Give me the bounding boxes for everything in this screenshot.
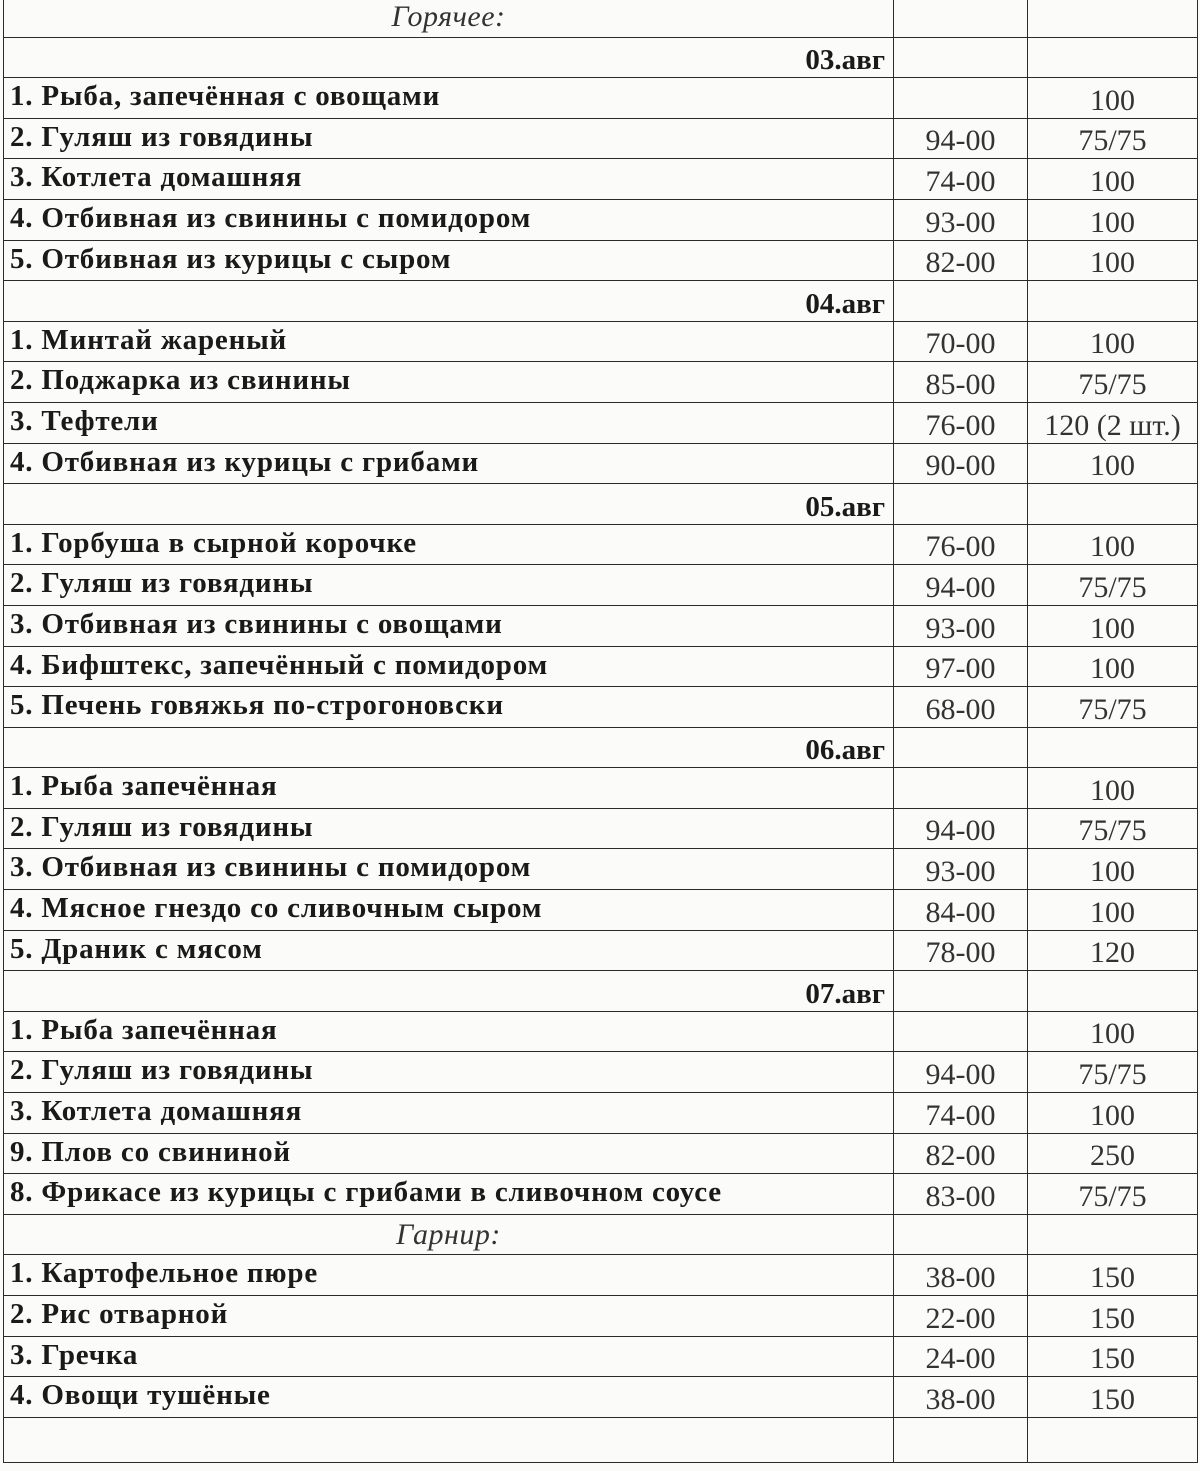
dish-name: 4. Мясное гнездо со сливочным сыром: [4, 890, 894, 931]
dish-weight: 100: [1028, 524, 1198, 565]
date-row: [4, 971, 1198, 1012]
dish-price: 82-00: [894, 1133, 1028, 1174]
dish-price: 82-00: [894, 240, 1028, 281]
empty-price-cell: [894, 484, 1028, 525]
dish-name: 2. Рис отварной: [4, 1296, 894, 1337]
dish-name: 3. Котлета домашняя: [4, 159, 894, 200]
dish-weight: 150: [1028, 1296, 1198, 1337]
dish-weight: 75/75: [1028, 687, 1198, 728]
empty-weight-cell: [1028, 1214, 1198, 1255]
dish-weight: 250: [1028, 1133, 1198, 1174]
dish-weight: 100: [1028, 199, 1198, 240]
dish-price: 94-00: [894, 808, 1028, 849]
dish-price: 93-00: [894, 199, 1028, 240]
menu-item-row: [4, 849, 1198, 890]
dish-weight: 100: [1028, 1011, 1198, 1052]
menu-item-row: [4, 605, 1198, 646]
empty-name-cell: [4, 1417, 894, 1462]
dish-price: 24-00: [894, 1336, 1028, 1377]
menu-item-row: [4, 240, 1198, 281]
dish-price: 93-00: [894, 849, 1028, 890]
dish-name: 3. Гречка: [4, 1336, 894, 1377]
date-label: 03.авг: [4, 37, 894, 78]
dish-price: 90-00: [894, 443, 1028, 484]
dish-price: 38-00: [894, 1377, 1028, 1418]
menu-item-row: [4, 565, 1198, 606]
dish-name: 1. Рыба, запечённая с овощами: [4, 78, 894, 119]
dish-name: 2. Гуляш из говядины: [4, 1052, 894, 1093]
empty-weight-cell: [1028, 727, 1198, 768]
menu-item-row: [4, 199, 1198, 240]
dish-weight: 100: [1028, 646, 1198, 687]
menu-item-row: [4, 768, 1198, 809]
dish-price: 78-00: [894, 930, 1028, 971]
date-row: [4, 727, 1198, 768]
section-header-row: [4, 1214, 1198, 1255]
empty-price-cell: [894, 1214, 1028, 1255]
dish-weight: 100: [1028, 849, 1198, 890]
menu-item-row: [4, 930, 1198, 971]
menu-item-row: [4, 362, 1198, 403]
dish-name: 3. Отбивная из свинины с помидором: [4, 849, 894, 890]
dish-price: 76-00: [894, 524, 1028, 565]
dish-weight: 100: [1028, 890, 1198, 931]
empty-price-cell: [894, 971, 1028, 1012]
dish-price: 38-00: [894, 1255, 1028, 1296]
dish-name: 1. Рыба запечённая: [4, 1011, 894, 1052]
section-header-row: [4, 0, 1198, 37]
menu-item-row: [4, 646, 1198, 687]
menu-item-row: [4, 321, 1198, 362]
empty-weight-cell: [1028, 281, 1198, 322]
dish-name: 2. Гуляш из говядины: [4, 565, 894, 606]
dish-price: 94-00: [894, 1052, 1028, 1093]
menu-item-row: [4, 443, 1198, 484]
menu-item-row: [4, 1011, 1198, 1052]
dish-name: 5. Отбивная из курицы с сыром: [4, 240, 894, 281]
menu-item-row: [4, 1174, 1198, 1215]
menu-item-row: [4, 159, 1198, 200]
menu-item-row: [4, 1296, 1198, 1337]
dish-weight: 75/75: [1028, 565, 1198, 606]
dish-price: 84-00: [894, 890, 1028, 931]
dish-weight: 100: [1028, 321, 1198, 362]
menu-item-row: [4, 1336, 1198, 1377]
date-row: [4, 484, 1198, 525]
dish-price: 22-00: [894, 1296, 1028, 1337]
dish-weight: 75/75: [1028, 1052, 1198, 1093]
dish-name: 4. Овощи тушёные: [4, 1377, 894, 1418]
dish-price: 68-00: [894, 687, 1028, 728]
dish-name: 4. Отбивная из свинины с помидором: [4, 199, 894, 240]
dish-name: 5. Драник с мясом: [4, 930, 894, 971]
dish-name: 2. Гуляш из говядины: [4, 808, 894, 849]
dish-name: 1. Рыба запечённая: [4, 768, 894, 809]
dish-price: 76-00: [894, 402, 1028, 443]
dish-name: 3. Отбивная из свинины с овощами: [4, 605, 894, 646]
dish-name: 2. Гуляш из говядины: [4, 118, 894, 159]
blank-row: [4, 1417, 1198, 1462]
dish-price: 85-00: [894, 362, 1028, 403]
dish-name: 3. Котлета домашняя: [4, 1093, 894, 1134]
menu-item-row: [4, 1093, 1198, 1134]
dish-price: 94-00: [894, 565, 1028, 606]
dish-price: [894, 768, 1028, 809]
dish-price: 97-00: [894, 646, 1028, 687]
dish-price: 94-00: [894, 118, 1028, 159]
dish-weight: 75/75: [1028, 118, 1198, 159]
empty-price-cell: [894, 281, 1028, 322]
menu-item-row: [4, 808, 1198, 849]
menu-item-row: [4, 118, 1198, 159]
dish-weight: 100: [1028, 443, 1198, 484]
dish-weight: 150: [1028, 1255, 1198, 1296]
empty-weight-cell: [1028, 484, 1198, 525]
menu-item-row: [4, 78, 1198, 119]
dish-name: 9. Плов со свининой: [4, 1133, 894, 1174]
menu-item-row: [4, 1133, 1198, 1174]
dish-weight: 100: [1028, 159, 1198, 200]
dish-price: 74-00: [894, 1093, 1028, 1134]
menu-item-row: [4, 1255, 1198, 1296]
menu-item-row: [4, 402, 1198, 443]
dish-name: 3. Тефтели: [4, 402, 894, 443]
empty-price-cell: [894, 727, 1028, 768]
date-row: [4, 37, 1198, 78]
dish-name: 2. Поджарка из свинины: [4, 362, 894, 403]
dish-weight: 150: [1028, 1377, 1198, 1418]
dish-price: 74-00: [894, 159, 1028, 200]
dish-weight: 100: [1028, 768, 1198, 809]
dish-name: 1. Минтай жареный: [4, 321, 894, 362]
empty-price-cell: [894, 1417, 1028, 1462]
empty-price-cell: [894, 0, 1028, 37]
menu-item-row: [4, 1377, 1198, 1418]
date-label: 04.авг: [4, 281, 894, 322]
dish-price: 70-00: [894, 321, 1028, 362]
dish-weight: 75/75: [1028, 808, 1198, 849]
dish-weight: 100: [1028, 78, 1198, 119]
empty-weight-cell: [1028, 971, 1198, 1012]
menu-item-row: [4, 524, 1198, 565]
section-title: Гарнир:: [4, 1214, 894, 1255]
section-title: Горячее:: [4, 0, 894, 37]
menu-item-row: [4, 1052, 1198, 1093]
empty-weight-cell: [1028, 0, 1198, 37]
dish-weight: 75/75: [1028, 362, 1198, 403]
date-label: 07.авг: [4, 971, 894, 1012]
dish-price: 83-00: [894, 1174, 1028, 1215]
dish-name: 4. Бифштекс, запечённый с помидором: [4, 646, 894, 687]
dish-name: 4. Отбивная из курицы с грибами: [4, 443, 894, 484]
dish-weight: 120 (2 шт.): [1028, 402, 1198, 443]
dish-name: 1. Картофельное пюре: [4, 1255, 894, 1296]
empty-price-cell: [894, 37, 1028, 78]
menu-table-body: [4, 0, 1198, 1462]
dish-weight: 100: [1028, 605, 1198, 646]
dish-weight: 100: [1028, 240, 1198, 281]
dish-price: [894, 1011, 1028, 1052]
dish-weight: 75/75: [1028, 1174, 1198, 1215]
dish-weight: 120: [1028, 930, 1198, 971]
dish-price: 93-00: [894, 605, 1028, 646]
empty-weight-cell: [1028, 1417, 1198, 1462]
dish-weight: 150: [1028, 1336, 1198, 1377]
menu-item-row: [4, 687, 1198, 728]
dish-name: 5. Печень говяжья по-строгоновски: [4, 687, 894, 728]
dish-weight: 100: [1028, 1093, 1198, 1134]
menu-item-row: [4, 890, 1198, 931]
dish-name: 1. Горбуша в сырной корочке: [4, 524, 894, 565]
empty-weight-cell: [1028, 37, 1198, 78]
date-label: 05.авг: [4, 484, 894, 525]
dish-name: 8. Фрикасе из курицы с грибами в сливочном соусе: [4, 1174, 894, 1215]
dish-price: [894, 78, 1028, 119]
date-row: [4, 281, 1198, 322]
date-label: 06.авг: [4, 727, 894, 768]
menu-table: [3, 0, 1198, 1463]
